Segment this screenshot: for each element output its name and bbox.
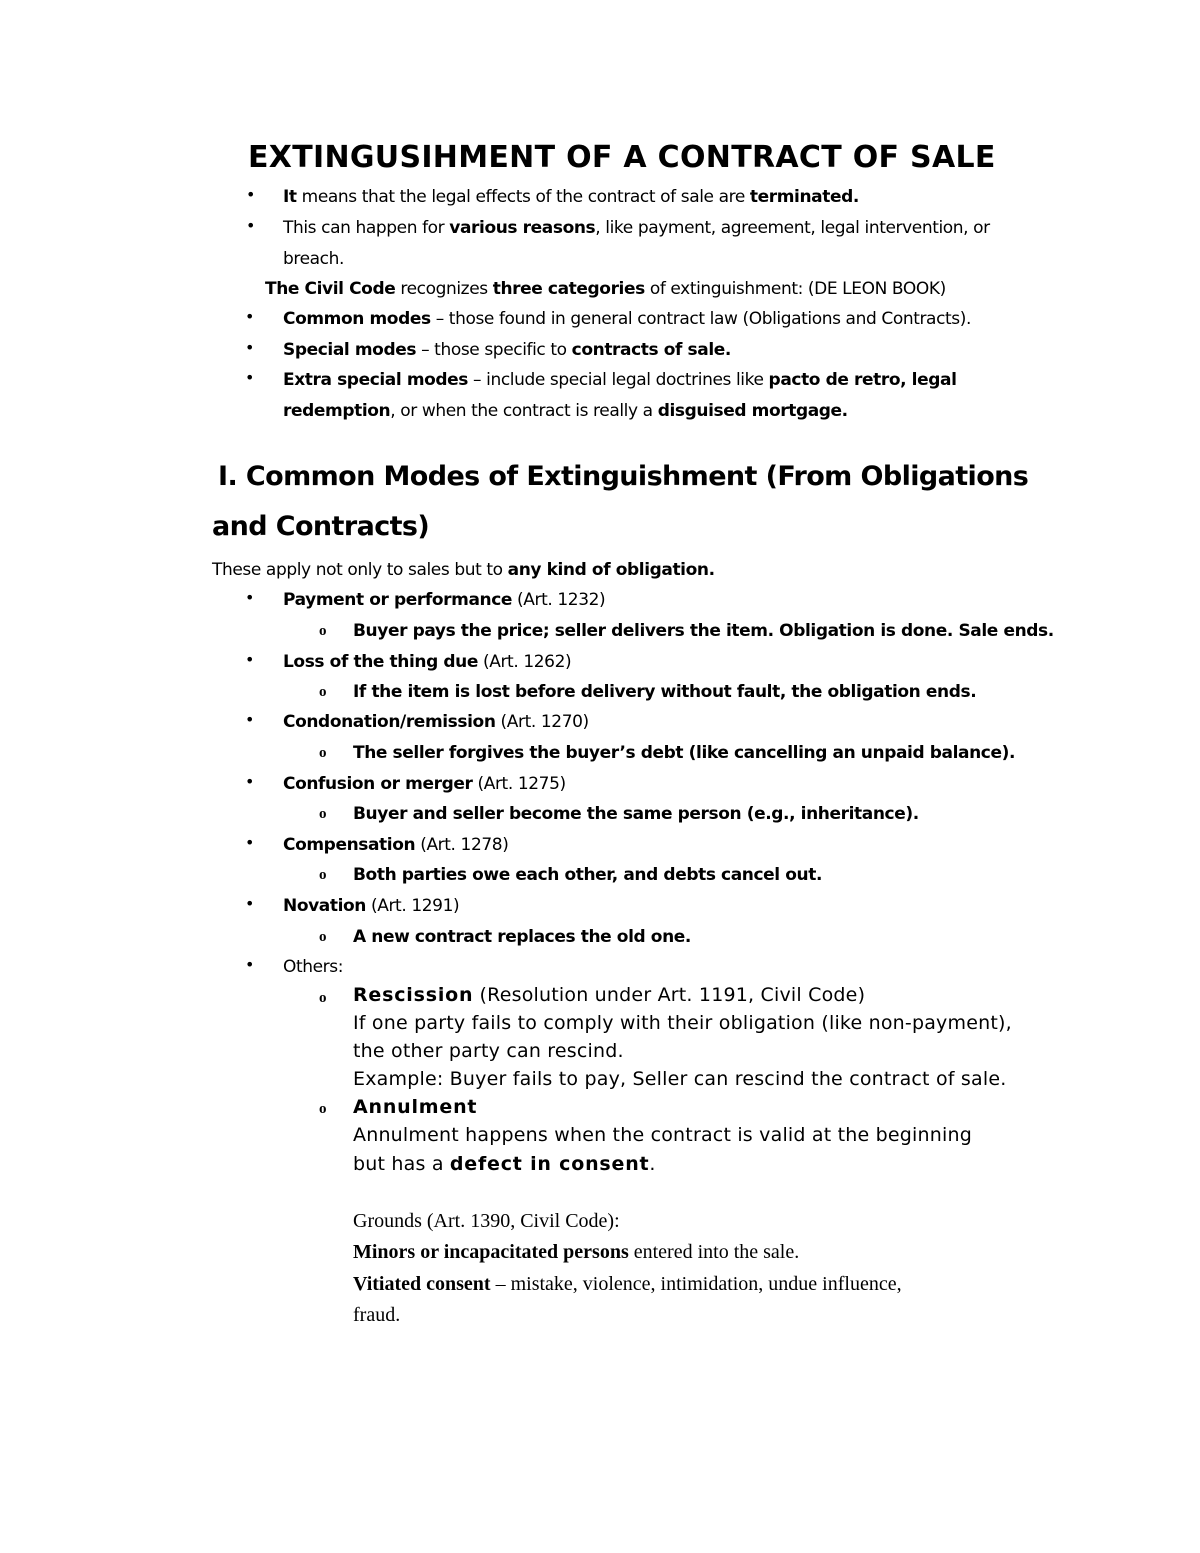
- bullet-dot: •: [245, 955, 255, 974]
- bullet-dot: •: [246, 216, 256, 235]
- intro-bullet-1: It means that the legal effects of the contract of sale are terminated.: [283, 187, 859, 207]
- bullet-dot: •: [245, 833, 255, 852]
- mode-note: Both parties owe each other, and debts cancel out.: [353, 865, 823, 885]
- rescission-title-line: Rescission (Resolution under Art. 1191, Civil Code): [353, 984, 866, 1006]
- bullet-dot: •: [245, 588, 255, 607]
- document-title: EXTINGUSIHMENT OF A CONTRACT OF SALE: [248, 140, 996, 175]
- annulment-text: Annulment happens when the contract is valid at the beginning: [353, 1124, 973, 1146]
- mode-note: If the item is lost before delivery without fault, the obligation ends.: [353, 682, 977, 702]
- intro-bullet-2-cont: breach.: [283, 249, 345, 269]
- category-extra-special: Extra special modes – include special legal doctrines like pacto de retro, legal: [283, 370, 957, 390]
- mode-item: Loss of the thing due (Art. 1262): [283, 652, 572, 672]
- mode-note: A new contract replaces the old one.: [353, 927, 691, 947]
- civil-code-line: The Civil Code recognizes three categories of extinguishment: (DE LEON BOOK): [265, 279, 946, 299]
- ground-vitiated-consent-cont: fraud.: [353, 1304, 401, 1326]
- sub-bullet-circle: o: [319, 990, 327, 1006]
- mode-note: The seller forgives the buyer’s debt (like cancelling an unpaid balance).: [353, 743, 1016, 763]
- section-intro: These apply not only to sales but to any kind of obligation.: [212, 560, 715, 580]
- mode-item: Confusion or merger (Art. 1275): [283, 774, 566, 794]
- section-heading-cont: and Contracts): [212, 511, 430, 542]
- rescission-text: If one party fails to comply with their obligation (like non-payment),: [353, 1012, 1012, 1034]
- intro-bullet-2: This can happen for various reasons, like payment, agreement, legal intervention, or: [283, 218, 990, 238]
- bullet-dot: •: [245, 894, 255, 913]
- sub-bullet-circle: o: [319, 623, 327, 639]
- section-heading: I. Common Modes of Extinguishment (From Obligations: [218, 461, 1029, 492]
- ground-minors: Minors or incapacitated persons entered into the sale.: [353, 1241, 800, 1263]
- sub-bullet-circle: o: [319, 1101, 327, 1117]
- bullet-dot: •: [245, 307, 255, 326]
- bullet-dot: •: [246, 185, 256, 204]
- bullet-dot: •: [245, 650, 255, 669]
- mode-item: Novation (Art. 1291): [283, 896, 460, 916]
- mode-item: Condonation/remission (Art. 1270): [283, 712, 589, 732]
- category-special: Special modes – those specific to contracts of sale.: [283, 340, 731, 360]
- bullet-dot: •: [245, 772, 255, 791]
- rescission-example: Example: Buyer fails to pay, Seller can rescind the contract of sale.: [353, 1068, 1007, 1090]
- mode-item: Payment or performance (Art. 1232): [283, 590, 606, 610]
- mode-note: Buyer pays the price; seller delivers the item. Obligation is done. Sale ends.: [353, 621, 1054, 641]
- mode-item: Compensation (Art. 1278): [283, 835, 509, 855]
- others-label: Others:: [283, 957, 344, 977]
- rescission-text: the other party can rescind.: [353, 1040, 624, 1062]
- grounds-heading: Grounds (Art. 1390, Civil Code):: [353, 1210, 620, 1232]
- sub-bullet-circle: o: [319, 684, 327, 700]
- annulment-title: Annulment: [353, 1096, 478, 1118]
- bullet-dot: •: [245, 338, 255, 357]
- sub-bullet-circle: o: [319, 806, 327, 822]
- category-extra-special-cont: redemption, or when the contract is really a disguised mortgage.: [283, 401, 848, 421]
- mode-note: Buyer and seller become the same person (e.g., inheritance).: [353, 804, 919, 824]
- bullet-dot: •: [245, 368, 255, 387]
- annulment-text: but has a defect in consent.: [353, 1153, 656, 1175]
- ground-vitiated-consent: Vitiated consent – mistake, violence, intimidation, undue influence,: [353, 1273, 902, 1295]
- bullet-dot: •: [245, 710, 255, 729]
- sub-bullet-circle: o: [319, 929, 327, 945]
- sub-bullet-circle: o: [319, 745, 327, 761]
- sub-bullet-circle: o: [319, 867, 327, 883]
- category-common: Common modes – those found in general contract law (Obligations and Contracts).: [283, 309, 971, 329]
